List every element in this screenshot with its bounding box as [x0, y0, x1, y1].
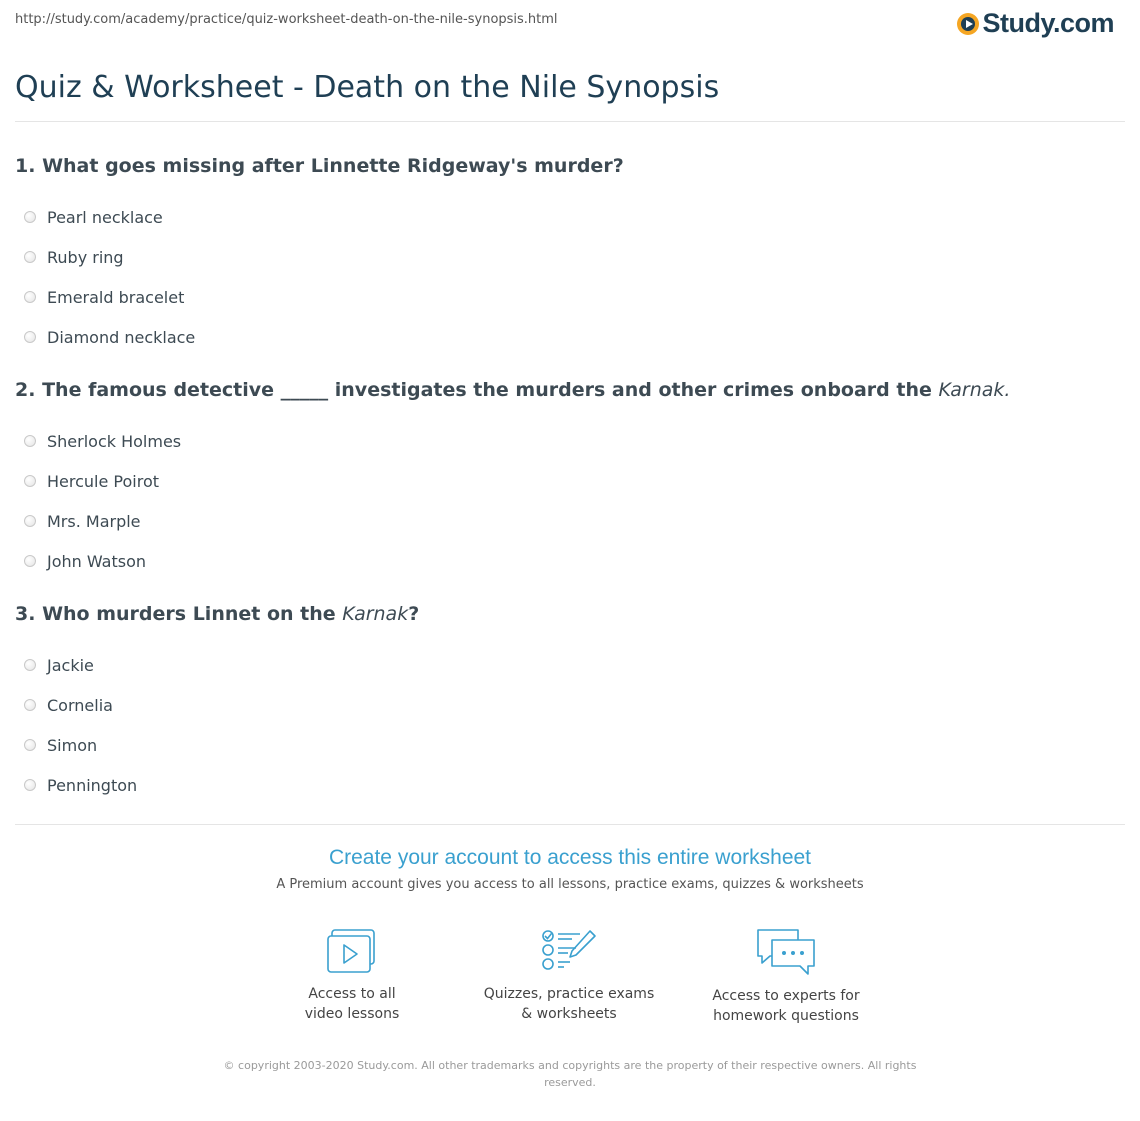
feature-label [459, 984, 679, 1024]
choice-label: Ruby ring [47, 247, 124, 267]
feature-label-line: video lessons [304, 1006, 400, 1022]
answer-choice[interactable] [15, 461, 1125, 501]
choice-label: Diamond necklace [47, 327, 196, 347]
radio-button-icon[interactable] [24, 331, 36, 343]
question-body: The famous detective _____ investigates the murders and other crimes onboard the [42, 379, 932, 401]
cta-subtitle: A Premium account gives you access to all lessons, practice exams, quizzes & worksheets [276, 877, 864, 892]
question-number: 2. [15, 379, 36, 401]
question-body: What goes missing after Linnette Ridgeway's murder? [42, 155, 624, 177]
answer-choice[interactable] [15, 685, 1125, 725]
page-title: Quiz & Worksheet - Death on the Nile Synopsis [15, 70, 720, 105]
radio-button-icon[interactable] [24, 291, 36, 303]
answer-choice[interactable] [15, 645, 1125, 685]
radio-button-icon[interactable] [24, 659, 36, 671]
radio-button-icon[interactable] [24, 739, 36, 751]
feature-label-line: & worksheets [521, 1006, 617, 1022]
answer-choices [15, 197, 1125, 357]
radio-button-icon[interactable] [24, 211, 36, 223]
choice-label: Cornelia [47, 695, 113, 715]
feature-video-lessons [242, 928, 462, 1024]
feature-experts [676, 928, 896, 1026]
feature-label [242, 984, 462, 1024]
radio-button-icon[interactable] [24, 515, 36, 527]
chat-bubbles-icon [754, 928, 818, 976]
video-lessons-icon [326, 928, 378, 974]
question-suffix: ? [408, 603, 420, 625]
question-italic-text: Karnak. [938, 379, 1011, 401]
radio-button-icon[interactable] [24, 435, 36, 447]
question-text [15, 155, 1125, 177]
choice-label: Pearl necklace [47, 207, 163, 227]
page-url: http://study.com/academy/practice/quiz-worksheet-death-on-the-nile-synopsis.html [15, 12, 558, 27]
answer-choice[interactable] [15, 421, 1125, 461]
choice-label: Sherlock Holmes [47, 431, 182, 451]
radio-button-icon[interactable] [24, 555, 36, 567]
choice-label: Jackie [47, 655, 94, 675]
feature-label [676, 986, 896, 1026]
choice-label: John Watson [47, 551, 147, 571]
choice-label: Emerald bracelet [47, 287, 185, 307]
answer-choices [15, 421, 1125, 581]
feature-label-line: Quizzes, practice exams [483, 986, 655, 1002]
question-number: 1. [15, 155, 36, 177]
answer-choice[interactable] [15, 725, 1125, 765]
answer-choice[interactable] [15, 237, 1125, 277]
feature-label-line: homework questions [713, 1008, 859, 1024]
logo-text: Study.com [982, 8, 1114, 38]
copyright-text: © copyright 2003-2020 Study.com. All other trademarks and copyrights are the property of their respective owners. All rights reserved. [223, 1059, 917, 1089]
question-text [15, 379, 1125, 401]
cta-divider [15, 824, 1125, 825]
answer-choice[interactable] [15, 197, 1125, 237]
feature-quizzes [459, 928, 679, 1024]
question-body: Who murders Linnet on the [42, 603, 336, 625]
choice-label: Mrs. Marple [47, 511, 141, 531]
feature-label-line: Access to all [308, 986, 396, 1002]
choice-label: Pennington [47, 775, 138, 795]
top-bar [0, 0, 1140, 46]
choice-label: Hercule Poirot [47, 471, 160, 491]
quiz-checklist-icon [540, 928, 598, 974]
answer-choice[interactable] [15, 765, 1125, 805]
study-play-logo-icon [957, 13, 979, 35]
question-italic-text: Karnak [342, 603, 409, 625]
answer-choice[interactable] [15, 317, 1125, 357]
radio-button-icon[interactable] [24, 699, 36, 711]
cta-title-link[interactable]: Create your account to access this entire worksheet [328, 846, 812, 869]
feature-label-line: Access to experts for [712, 988, 860, 1004]
radio-button-icon[interactable] [24, 779, 36, 791]
answer-choice[interactable] [15, 501, 1125, 541]
answer-choice[interactable] [15, 541, 1125, 581]
question-1 [15, 155, 1125, 357]
study-logo[interactable] [957, 8, 1114, 39]
question-2 [15, 379, 1125, 581]
title-divider [15, 121, 1125, 122]
choice-label: Simon [47, 735, 98, 755]
radio-button-icon[interactable] [24, 475, 36, 487]
answer-choices [15, 645, 1125, 805]
question-3 [15, 603, 1125, 805]
question-text [15, 603, 1125, 625]
answer-choice[interactable] [15, 277, 1125, 317]
radio-button-icon[interactable] [24, 251, 36, 263]
question-number: 3. [15, 603, 36, 625]
